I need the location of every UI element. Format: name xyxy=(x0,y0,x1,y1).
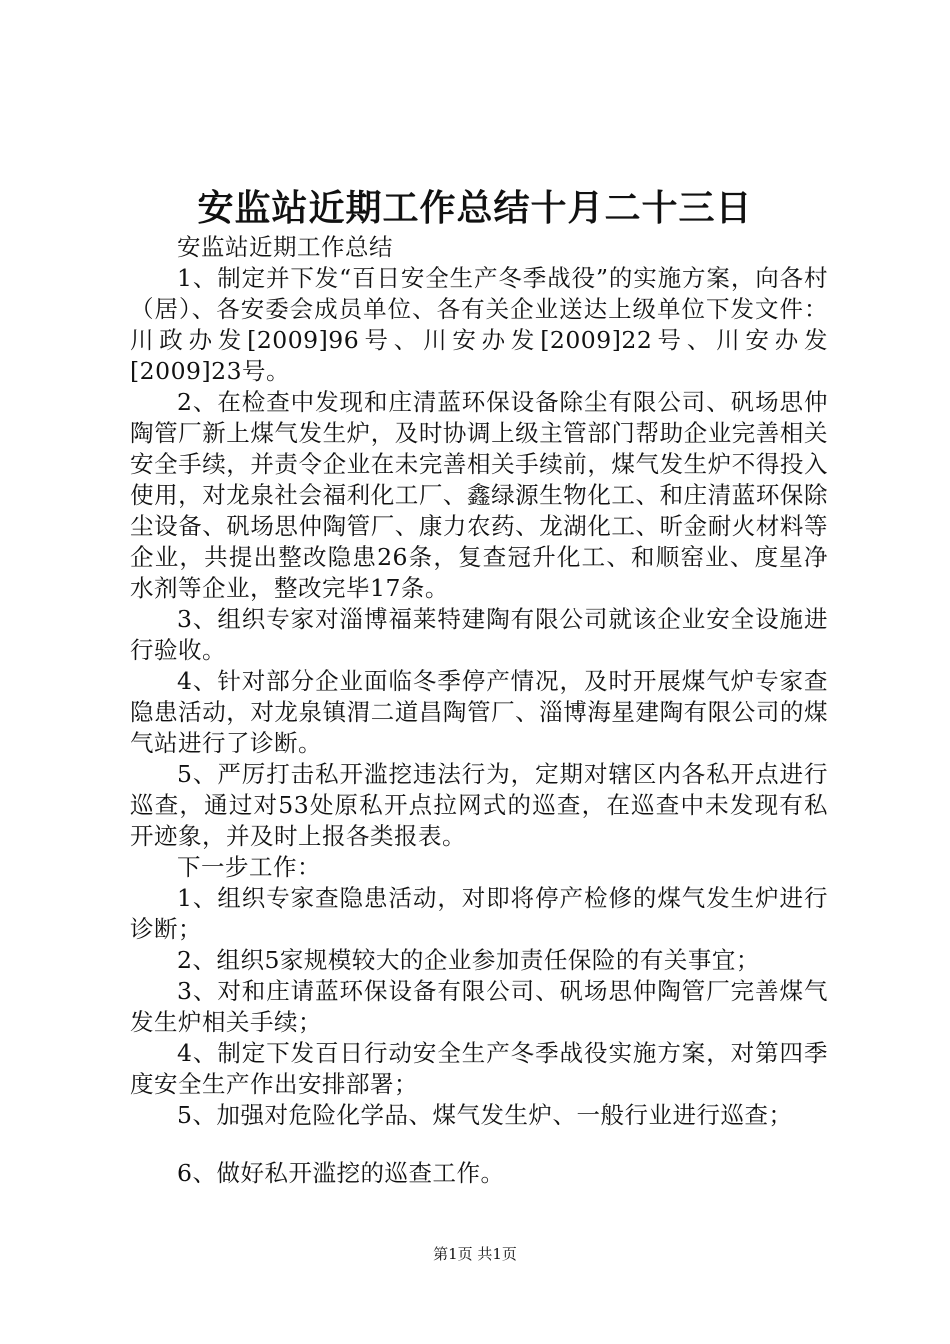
paragraph-item-2: 2、在检查中发现和庄清蓝环保设备除尘有限公司、矾场思仲陶管厂新上煤气发生炉，及时协调上级主管部门帮助企业完善相关安全手续，并责令企业在未完善相关手续前，煤气发生炉不得投入使用，对龙泉社会福利化工厂、鑫绿源生物化工、和庄清蓝环保除尘设备、矾场思仲陶管厂、康力农药、龙湖化工、昕金耐火材料等企业，共提出整改隐患26条，复查冠升化工、和顺窑业、度星净水剂等企业，整改完毕17条。 xyxy=(130,388,828,602)
paragraph-item-3: 3、组织专家对淄博福莱特建陶有限公司就该企业安全设施进行验收。 xyxy=(130,605,828,664)
paragraph-item-4: 4、针对部分企业面临冬季停产情况，及时开展煤气炉专家查隐患活动，对龙泉镇渭二道昌陶管厂、淄博海星建陶有限公司的煤气站进行了诊断。 xyxy=(130,667,828,757)
next-step-3: 3、对和庄请蓝环保设备有限公司、矾场思仲陶管厂完善煤气发生炉相关手续； xyxy=(130,977,828,1036)
body-heading: 安监站近期工作总结 xyxy=(177,233,393,261)
next-step-5: 5、加强对危险化学品、煤气发生炉、一般行业进行巡查； xyxy=(177,1101,793,1129)
page-footer: 第1页 共1页 xyxy=(433,1245,517,1263)
next-step-2: 2、组织5家规模较大的企业参加责任保险的有关事宜； xyxy=(177,946,760,974)
next-step-4: 4、制定下发百日行动安全生产冬季战役实施方案，对第四季度安全生产作出安排部署； xyxy=(130,1039,828,1098)
paragraph-item-1: 1、制定并下发“百日安全生产冬季战役”的实施方案，向各村（居）、各安委会成员单位、各有关企业送达上级单位下发文件：川政办发[2009]96号、川安办发[2009]22号、川安办发[2009]23号。 xyxy=(130,264,828,385)
paragraph-item-5: 5、严厉打击私开滥挖违法行为，定期对辖区内各私开点进行巡查，通过对53处原私开点拉网式的巡查，在巡查中未发现有私开迹象，并及时上报各类报表。 xyxy=(130,760,828,850)
next-step-6: 6、做好私开滥挖的巡查工作。 xyxy=(177,1159,505,1187)
document-body xyxy=(130,232,828,1189)
document-title: 安监站近期工作总结十月二十三日 xyxy=(197,187,753,229)
next-step-1: 1、组织专家查隐患活动，对即将停产检修的煤气发生炉进行诊断； xyxy=(130,884,828,943)
next-steps-heading: 下一步工作： xyxy=(177,853,321,881)
